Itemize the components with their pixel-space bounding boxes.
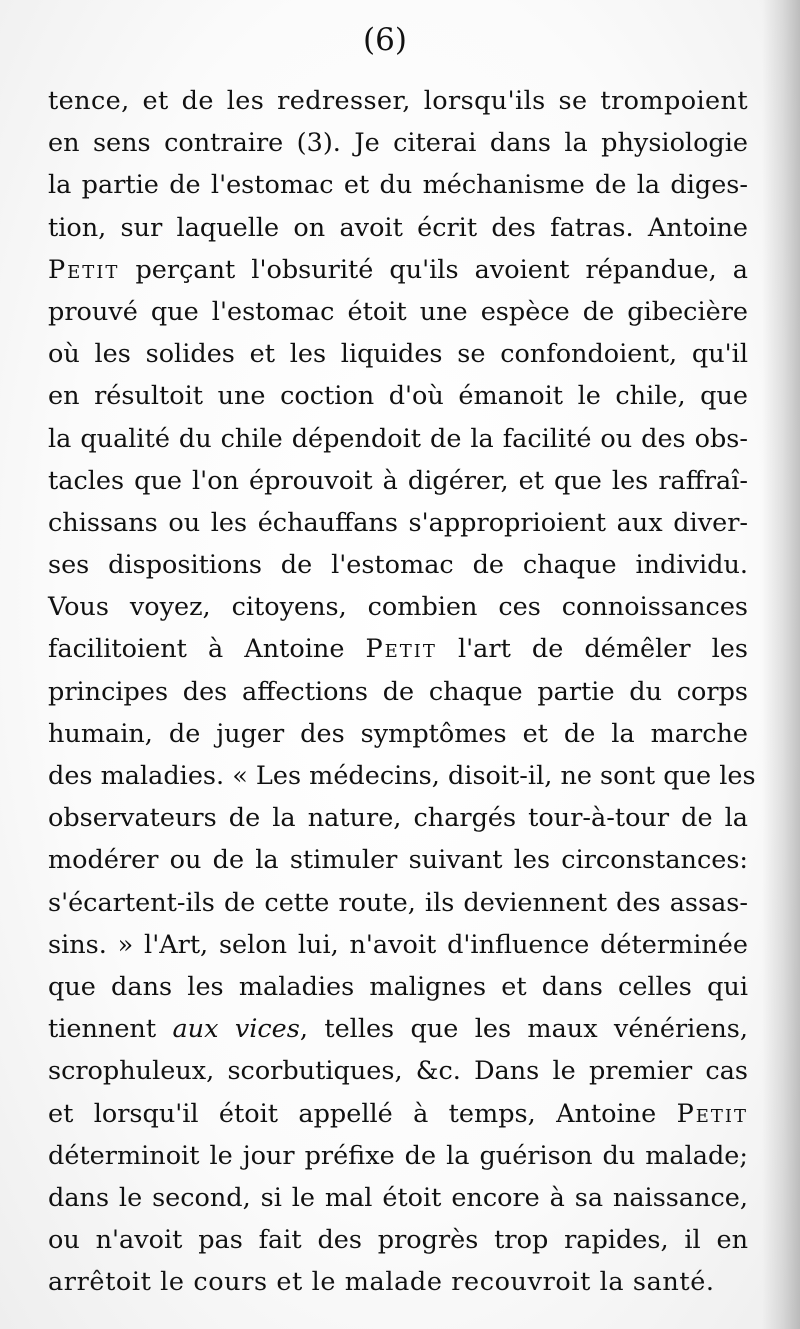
text-segment: et lorsqu'il étoit appellé à temps, Antoine bbox=[48, 1098, 677, 1129]
text-line: tion, sur laquelle on avoit écrit des fatras. Antoine bbox=[48, 212, 748, 243]
author-name-small-caps: Petit bbox=[365, 634, 437, 665]
text-line: s'écartent-ils de cette route, ils deviennent des assas- bbox=[48, 887, 748, 918]
text-line: chissans ou les échauffans s'approprioient aux diver- bbox=[48, 507, 748, 538]
text-segment: l'art de démêler les bbox=[436, 634, 748, 665]
text-line bbox=[48, 1093, 748, 1135]
text-line: que dans les maladies malignes et dans celles qui bbox=[48, 971, 748, 1002]
text-line: modérer ou de la stimuler suivant les circonstances: bbox=[48, 845, 748, 876]
text-line: en résultoit une coction d'où émanoit le chile, que bbox=[48, 381, 748, 412]
text-segment: , telles que les maux vénériens, bbox=[299, 1014, 748, 1045]
text-line: ou n'avoit pas fait des progrès trop rapides, il en bbox=[48, 1225, 748, 1256]
text-line: en sens contraire (3). Je citerai dans la physiologie bbox=[48, 128, 748, 159]
author-name-small-caps: Petit bbox=[676, 1098, 748, 1129]
text-line: tacles que l'on éprouvoit à digérer, et que les raffraî- bbox=[48, 465, 748, 496]
body-text bbox=[48, 80, 756, 1303]
text-line: la qualité du chile dépendoit de la facilité ou des obs- bbox=[48, 423, 748, 454]
text-line: prouvé que l'estomac étoit une espèce de gibecière bbox=[48, 296, 748, 327]
text-line: ses dispositions de l'estomac de chaque individu. bbox=[48, 550, 748, 581]
text-line: tence, et de les redresser, lorsqu'ils se trompoient bbox=[48, 86, 748, 116]
text-line: des maladies. « Les médecins, disoit-il, ne sont que les bbox=[48, 761, 756, 791]
text-segment: perçant l'obsurité qu'ils avoient répandue, a bbox=[119, 254, 748, 285]
text-line bbox=[48, 249, 748, 291]
text-line: scrophuleux, scorbutiques, &c. Dans le premier cas bbox=[48, 1056, 748, 1087]
text-segment: facilitoient à Antoine bbox=[48, 634, 366, 665]
page-number: (6) bbox=[363, 22, 407, 58]
text-line: Vous voyez, citoyens, combien ces connoissances bbox=[48, 592, 748, 623]
text-segment: tiennent bbox=[48, 1014, 173, 1045]
text-line: déterminoit le jour préfixe de la guérison du malade; bbox=[48, 1140, 748, 1171]
italic-phrase: aux vices bbox=[172, 1014, 300, 1045]
text-line: arrêtoit le cours et le malade recouvroit la santé. bbox=[48, 1267, 715, 1298]
text-line: dans le second, si le mal étoit encore à sa naissance, bbox=[48, 1182, 748, 1213]
text-line: la partie de l'estomac et du méchanisme de la diges- bbox=[48, 170, 748, 201]
text-line: sins. » l'Art, selon lui, n'avoit d'influence déterminée bbox=[48, 929, 748, 960]
text-line: humain, de juger des symptômes et de la marche bbox=[48, 718, 748, 749]
text-line: principes des affections de chaque partie du corps bbox=[48, 676, 748, 707]
text-line: observateurs de la nature, chargés tour-à-tour de la bbox=[48, 803, 748, 834]
page-gutter-shadow bbox=[762, 0, 800, 1329]
text-line bbox=[48, 628, 748, 670]
text-line: où les solides et les liquides se confondoient, qu'il bbox=[48, 339, 748, 370]
text-line bbox=[48, 1008, 748, 1050]
author-name-small-caps: Petit bbox=[48, 254, 120, 285]
